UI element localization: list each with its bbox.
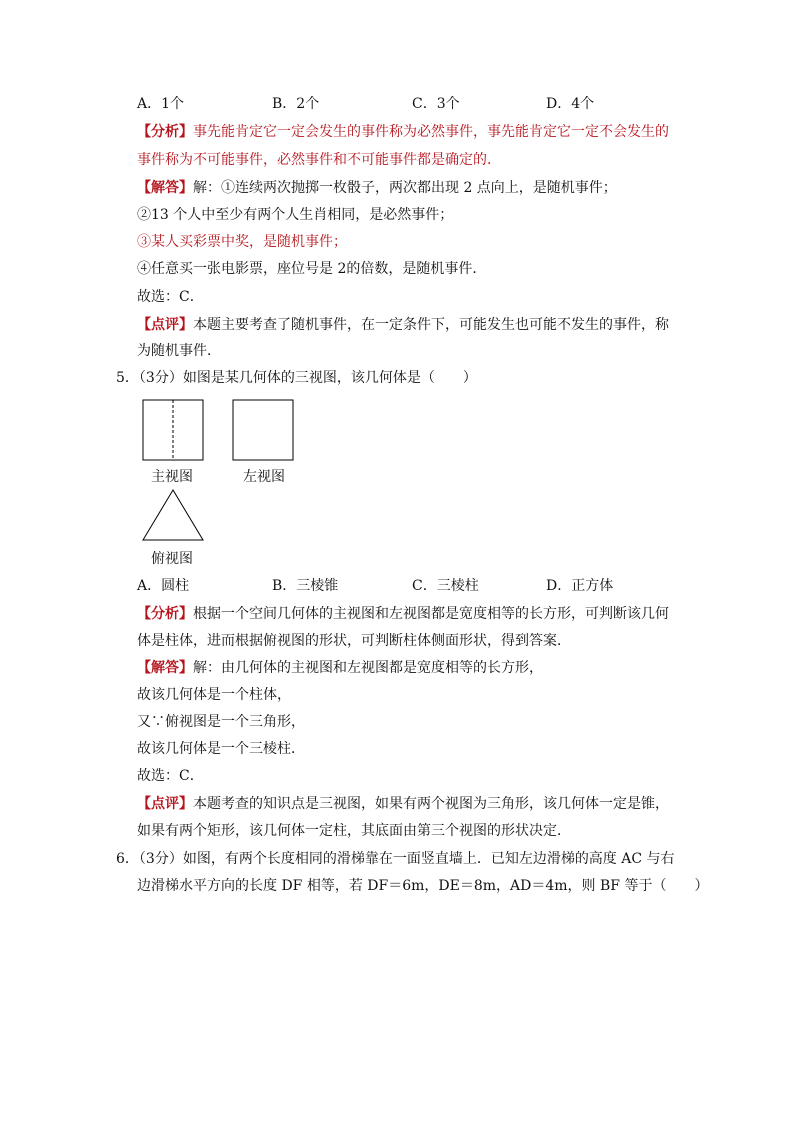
- q4-comment-tag: 【点评】: [137, 317, 193, 333]
- front-view-label: 主视图: [151, 469, 193, 485]
- q4-answer-line-2: ②13 个人中至少有两个人生肖相同，是必然事件；: [137, 207, 454, 223]
- q4-answer-line-4: ④任意买一张电影票，座位号是 2的倍数，是随机事件．: [137, 261, 487, 277]
- q4-choice: 故选：C．: [137, 289, 204, 305]
- q5-answer-line-2: 故该几何体是一个柱体，: [137, 687, 291, 703]
- q4-option-d: D．4个: [546, 96, 595, 112]
- top-view-triangle: [143, 490, 203, 540]
- q5-comment-line-1: [137, 794, 669, 814]
- top-view-label: 俯视图: [151, 551, 193, 567]
- q5-stem: 5．（3分）如图是某几何体的三视图，该几何体是（ ）: [116, 370, 477, 386]
- left-view-label: 左视图: [243, 469, 285, 485]
- q4-answer-text-1: 解：①连续两次抛掷一枚骰子，两次都出现 2 点向上，是随机事件；: [193, 180, 617, 196]
- q5-comment-line-2: 如果有两个矩形，该几何体一定柱，其底面由第三个视图的形状决定．: [137, 823, 571, 839]
- q5-choice: 故选：C．: [137, 768, 204, 784]
- q4-comment-line-2: 为随机事件．: [137, 343, 221, 359]
- q5-analysis-line-1: [137, 604, 669, 624]
- q5-analysis-tag: 【分析】: [137, 606, 193, 622]
- q6-stem-line-2: 边滑梯水平方向的长度 DF 相等，若 DF＝6m，DE＝8m，AD＝4m，则 BF 等于（ ）: [137, 878, 709, 894]
- q5-answer-tag: 【解答】: [137, 660, 193, 676]
- q5-comment-text-1: 本题考查的知识点是三视图，如果有两个视图为三角形，该几何体一定是锥，: [193, 796, 669, 812]
- q4-analysis-text-1: 事先能肯定它一定会发生的事件称为必然事件，事先能肯定它一定不会发生的: [193, 124, 669, 140]
- q4-analysis-tag: 【分析】: [137, 124, 193, 140]
- q5-answer-line-3: 又∵俯视图是一个三角形，: [137, 714, 305, 730]
- q5-answer-text-1: 解：由几何体的主视图和左视图都是宽度相等的长方形，: [193, 660, 543, 676]
- q5-option-b: B．三棱锥: [272, 578, 339, 594]
- q4-option-b: B．2个: [272, 96, 320, 112]
- q4-option-a: A．1个: [137, 96, 185, 112]
- q6-stem-line-1: 6．（3分）如图，有两个长度相同的滑梯靠在一面竖直墙上．已知左边滑梯的高度 AC 与右: [116, 851, 675, 867]
- q4-comment-text-1: 本题主要考查了随机事件，在一定条件下，可能发生也可能不发生的事件，称: [193, 317, 669, 333]
- q4-option-c: C．3个: [412, 96, 460, 112]
- q5-option-d: D．正方体: [546, 578, 614, 594]
- q4-answer-tag: 【解答】: [137, 180, 193, 196]
- q5-answer-line-4: 故该几何体是一个三棱柱．: [137, 741, 305, 757]
- q4-analysis-line-2: 事件称为不可能事件，必然事件和不可能事件都是确定的．: [137, 152, 501, 168]
- q5-comment-tag: 【点评】: [137, 796, 193, 812]
- q5-analysis-text-1: 根据一个空间几何体的主视图和左视图都是宽度相等的长方形，可判断该几何: [193, 606, 669, 622]
- q5-analysis-line-2: 体是柱体，进而根据俯视图的形状，可判断柱体侧面形状，得到答案．: [137, 633, 571, 649]
- q4-answer-line-3: ③某人买彩票中奖，是随机事件；: [137, 234, 347, 250]
- q5-option-a: A．圆柱: [137, 578, 190, 594]
- q5-option-c: C．三棱柱: [412, 578, 479, 594]
- left-view-rect: [233, 400, 293, 460]
- q5-answer-line-1: [137, 658, 543, 678]
